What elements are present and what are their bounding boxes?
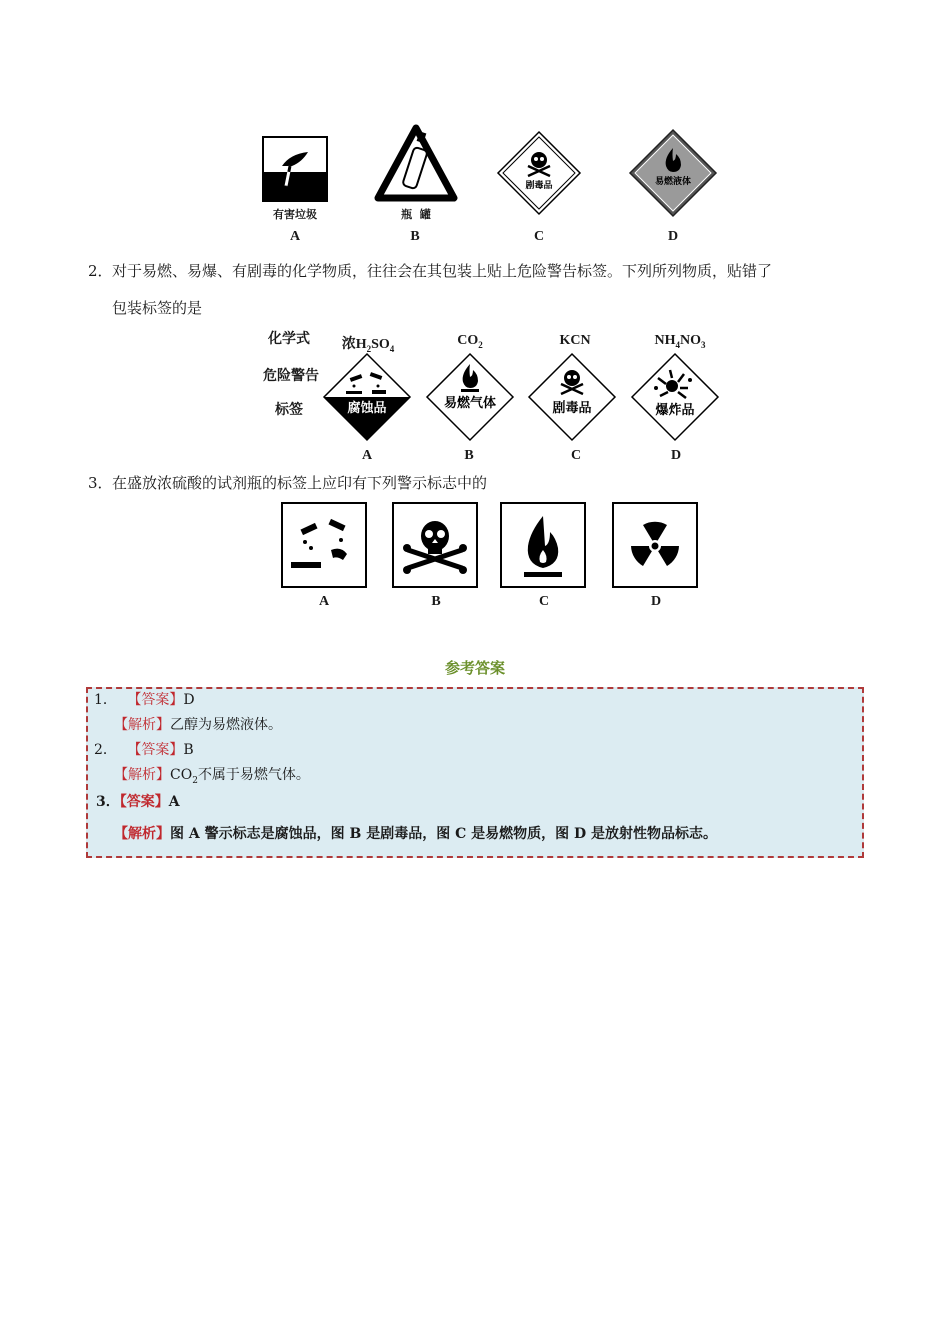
q1-letter-c: C — [533, 229, 545, 244]
formula-text: KCN — [559, 333, 591, 348]
q3-letter-d: D — [650, 594, 662, 609]
q2-letter-a: A — [361, 448, 373, 463]
q3-option-c — [500, 502, 586, 592]
formula-text: SO — [371, 337, 390, 352]
analysis-1 — [114, 716, 282, 734]
skull-crossbones-icon — [392, 502, 478, 588]
formula-text: NH — [654, 333, 676, 348]
q1-caption-c: 剧毒品 — [525, 181, 553, 191]
q2-row-label-tag: 标签 — [275, 402, 303, 418]
analysis-text: 不属于易燃气体。 — [197, 767, 310, 783]
q2-formula-a — [333, 333, 403, 354]
q2-formula-d — [645, 333, 715, 350]
answer-value: D — [183, 692, 195, 708]
answer-2 — [94, 741, 194, 759]
answer-num: 2． — [94, 742, 117, 758]
formula-text: 浓H — [341, 337, 367, 352]
q3-letter-b: B — [431, 594, 441, 609]
q3-text: 在盛放浓硫酸的试剂瓶的标签上应印有下列警示标志中的 — [112, 474, 488, 492]
q2-letter-c: C — [570, 448, 582, 463]
formula-sub: 4 — [389, 343, 395, 354]
analysis-3 — [114, 825, 717, 843]
q3-letter-a: A — [318, 594, 330, 609]
formula-text: NO — [680, 333, 701, 348]
q1-caption-b: 瓶 罐 — [401, 208, 431, 221]
q2-label-b — [425, 352, 515, 442]
q3-number: 3． — [88, 474, 113, 492]
formula-sub: 2 — [366, 343, 372, 354]
q1-option-c — [496, 130, 582, 216]
explosive-diamond-icon — [630, 352, 720, 442]
q2-label-c — [527, 352, 617, 442]
analysis-tag: 【解析】 — [114, 717, 170, 733]
answer-3 — [96, 793, 180, 811]
answer-num: 1． — [94, 692, 117, 708]
q2-label-d — [630, 352, 720, 442]
toxic-diamond-icon — [527, 352, 617, 442]
q2-formula-c — [545, 333, 605, 349]
q1-caption-a: 有害垃圾 — [273, 208, 317, 221]
q2-row-label-formula: 化学式 — [268, 331, 310, 347]
analysis-formula: CO — [170, 767, 193, 783]
formula-text: CO — [457, 333, 479, 348]
q2-letter-d: D — [670, 448, 682, 463]
formula-sub: 4 — [675, 339, 680, 350]
answer-value: A — [168, 794, 180, 810]
answer-1 — [94, 691, 195, 709]
q3-option-b — [392, 502, 478, 592]
radiation-icon — [612, 502, 698, 588]
analysis-text: 乙醇为易燃液体。 — [170, 717, 282, 733]
flammable-liquid-diamond-icon — [628, 128, 718, 218]
flame-icon — [500, 502, 586, 588]
q1-letter-d: D — [667, 229, 679, 244]
q2-label-d-text: 爆炸品 — [655, 403, 695, 418]
q3-option-d — [612, 502, 698, 592]
q1-option-a — [262, 136, 328, 220]
answer-tag: 【答案】 — [127, 692, 184, 708]
q1-letter-b: B — [410, 229, 420, 244]
q1-caption-d: 易燃液体 — [654, 177, 692, 187]
q1-option-b — [374, 124, 458, 220]
q2-letter-b: B — [464, 448, 474, 463]
formula-sub: 2 — [478, 339, 483, 350]
q2-label-b-text: 易燃气体 — [443, 396, 497, 411]
answer-tag: 【答案】 — [119, 794, 169, 810]
q2-text-line2: 包装标签的是 — [112, 299, 203, 317]
q2-label-c-text: 剧毒品 — [552, 401, 592, 416]
q2-label-a — [322, 352, 412, 442]
q1-option-d — [628, 128, 718, 218]
analysis-tag: 【解析】 — [114, 767, 170, 783]
corrosive-diamond-icon — [322, 352, 412, 442]
recyclable-bottle-icon — [374, 124, 458, 202]
analysis-text: 图 A 警示标志是腐蚀品，图 B 是剧毒品，图 C 是易燃物质，图 D 是放射性物品标志。 — [170, 826, 717, 842]
q2-text-line1: 对于易燃、易爆、有剧毒的化学物质，往往会在其包装上贴上危险警告标签。下列所列物质，贴错了 — [112, 262, 773, 280]
answers-box — [86, 687, 864, 858]
q3-letter-c: C — [538, 594, 550, 609]
q2-number: 2． — [88, 262, 113, 280]
analysis-2 — [114, 766, 310, 790]
q2-row-label-warning: 危险警告 — [263, 368, 319, 384]
flammable-gas-diamond-icon — [425, 352, 515, 442]
analysis-formula-sub: 2 — [192, 775, 198, 786]
answers-title: 参考答案 — [444, 659, 505, 677]
q2-formula-b — [440, 333, 500, 350]
answer-num: 3． — [96, 794, 120, 810]
formula-sub: 3 — [701, 339, 706, 350]
answer-value: B — [183, 742, 194, 758]
harmful-waste-icon — [262, 136, 328, 202]
corrosive-icon — [281, 502, 367, 588]
toxic-diamond-icon — [496, 130, 582, 216]
answer-tag: 【答案】 — [127, 742, 184, 758]
analysis-tag: 【解析】 — [114, 826, 170, 842]
q1-letter-a: A — [289, 229, 301, 244]
q3-option-a — [281, 502, 367, 592]
q2-label-a-text: 腐蚀品 — [347, 401, 387, 416]
